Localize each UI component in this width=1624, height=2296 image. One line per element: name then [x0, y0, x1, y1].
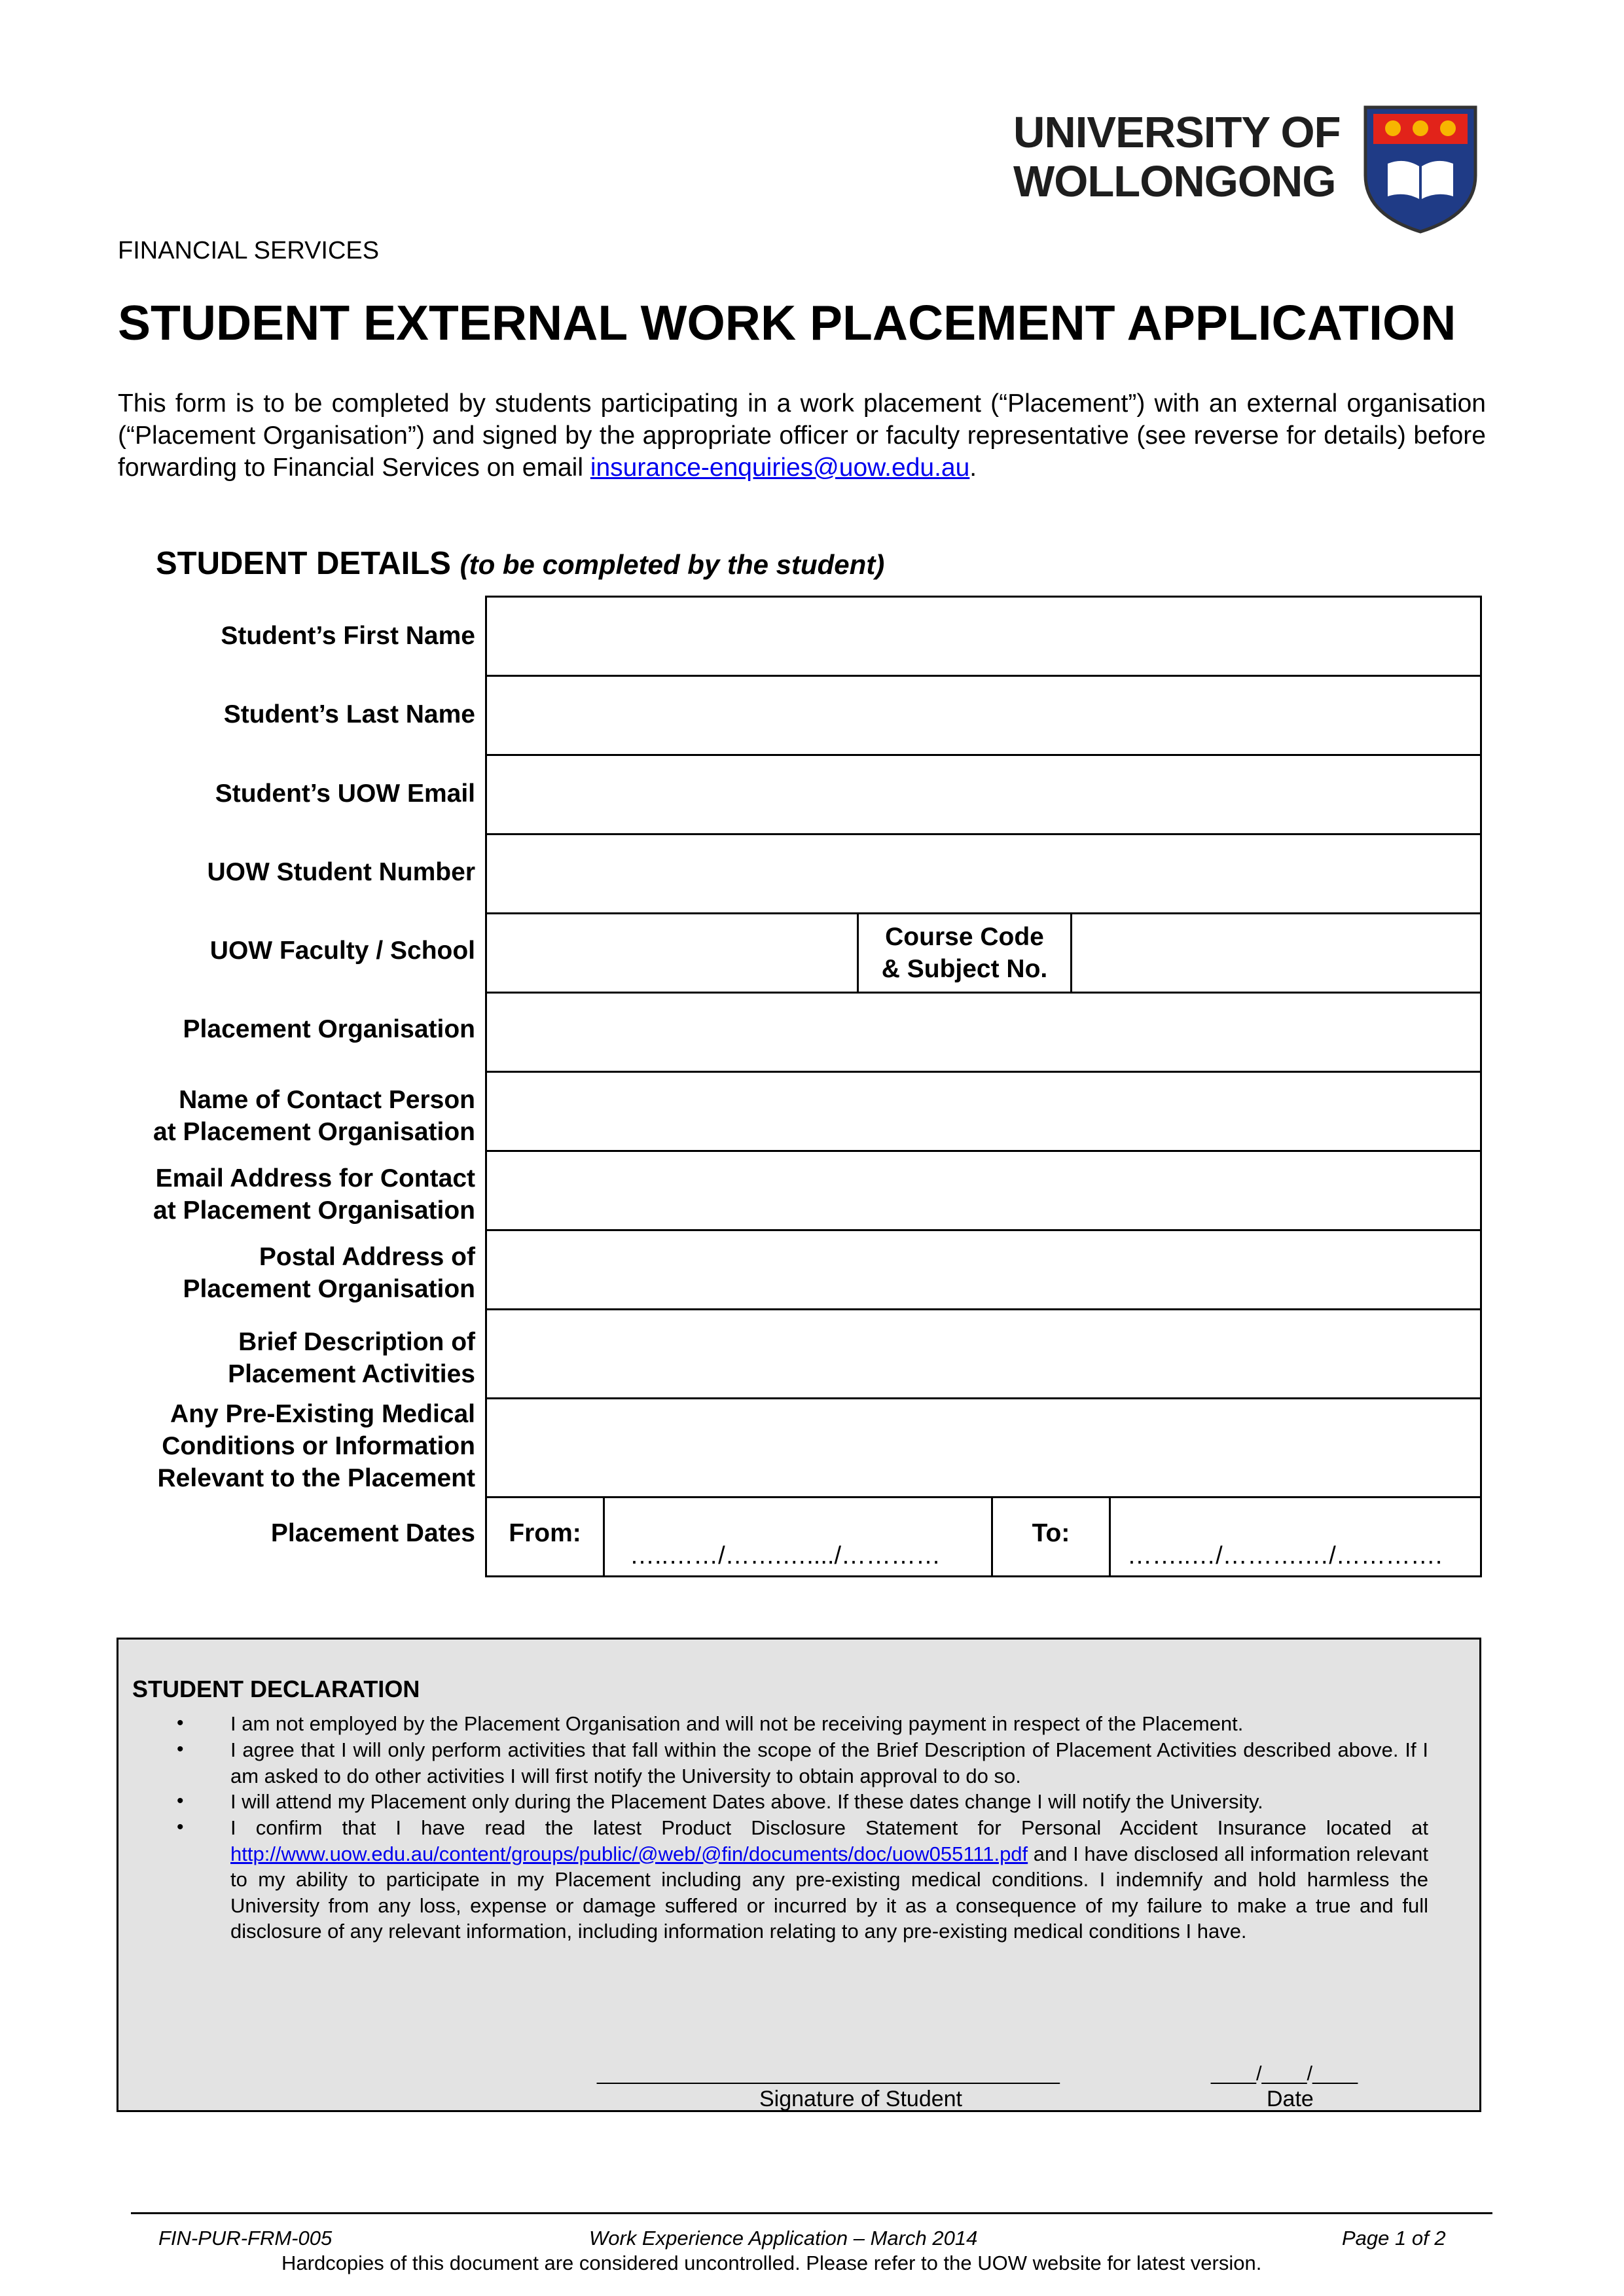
label-contact-email [153, 1162, 475, 1227]
label-contact-person [153, 1084, 475, 1148]
declaration-title: STUDENT DECLARATION [132, 1676, 420, 1702]
page-number: Page 1 of 2 [1342, 2227, 1446, 2250]
section-note: (to be completed by the student) [460, 549, 885, 580]
placement-organisation-field[interactable] [485, 992, 1482, 1073]
faculty-school-field[interactable] [485, 912, 859, 994]
declaration-item: I will attend my Placement only during the Placement Dates above. If these dates change I will notify the University. [230, 1790, 1263, 1813]
bullet-icon: • [177, 1816, 184, 1838]
label-medical-conditions [158, 1398, 475, 1494]
label-line: Placement Activities [228, 1360, 475, 1388]
label-line: Name of Contact Person [179, 1086, 475, 1114]
label-line: Postal Address of [259, 1243, 475, 1271]
label-faculty-school: UOW Faculty / School [209, 937, 475, 965]
label-from: From: [509, 1519, 581, 1547]
student-number-field[interactable] [485, 833, 1482, 914]
course-code-field[interactable] [1070, 912, 1482, 994]
bullet-icon: • [177, 1738, 184, 1760]
date-line[interactable]: ____/____/____ [1211, 2062, 1358, 2085]
label-placement-organisation: Placement Organisation [183, 1015, 475, 1043]
label-to: To: [1032, 1519, 1070, 1547]
intro-text: This form is to be completed by students participating in a work placement (“Placement”) with an external organisation (“Placement Organisation”) and signed by the appropriate officer or faculty representative (see reverse for details) before forwarding to Financial Services on email [118, 389, 1486, 482]
declaration-item-text: I confirm that I have read the latest Product Disclosure Statement for Personal Accident Insurance located at [230, 1816, 1428, 1839]
insurance-email-link[interactable]: insurance-enquiries@uow.edu.au [590, 454, 970, 482]
label-course-code [857, 921, 1072, 985]
date-caption: Date [1267, 2087, 1314, 2111]
first-name-field[interactable] [485, 596, 1482, 677]
bullet-icon: • [177, 1712, 184, 1734]
label-line: at Placement Organisation [153, 1196, 475, 1225]
label-last-name: Student’s Last Name [223, 700, 475, 728]
section-title: STUDENT DETAILS [156, 546, 451, 581]
declaration-item: I agree that I will only perform activities that fall within the scope of the Brief Description of Placement Activities described above. If I am asked to do other activities I will first notify the University to obtain approval to do so. [230, 1738, 1428, 1787]
signature-caption: Signature of Student [759, 2087, 963, 2111]
from-date-placeholder: …..……/…….…..../………… [630, 1542, 941, 1570]
contact-person-field[interactable] [485, 1071, 1482, 1152]
placement-activities-field[interactable] [485, 1308, 1482, 1399]
logo-line-1: UNIVERSITY OF [1013, 108, 1341, 157]
label-uow-email: Student’s UOW Email [215, 780, 475, 808]
student-details-heading [156, 545, 884, 582]
university-logo-text [1013, 108, 1341, 206]
last-name-field[interactable] [485, 675, 1482, 756]
footer-divider [131, 2212, 1492, 2214]
label-line: Brief Description of [238, 1328, 475, 1356]
university-crest-icon [1362, 103, 1479, 234]
label-line: Relevant to the Placement [157, 1464, 475, 1492]
logo-line-2: WOLLONGONG [1013, 157, 1336, 206]
declaration-item-text: and I have disclosed all information relevant to my ability to participate in my Placement including any pre-existing medical conditions. I indemnify and hold harmless the University from any loss, expense or damage suffered or incurred by it as a consequence of my failure to make a true and full disclosure of any relevant information, including information relating to any pre-existing medical conditions I have. [230, 1842, 1428, 1943]
label-placement-dates: Placement Dates [270, 1519, 475, 1547]
bullet-icon: • [177, 1790, 184, 1812]
intro-end: . [969, 454, 977, 482]
postal-address-field[interactable] [485, 1229, 1482, 1310]
label-placement-activities [228, 1326, 475, 1390]
to-date-placeholder: ……..…/……….…/…………. [1127, 1542, 1443, 1570]
contact-email-field[interactable] [485, 1150, 1482, 1231]
intro-paragraph [118, 387, 1486, 484]
form-code: FIN-PUR-FRM-005 [158, 2227, 333, 2250]
signature-line[interactable]: _________________________________________ [597, 2062, 1060, 2085]
footer-note: Hardcopies of this document are considered uncontrolled. Please refer to the UOW website for latest version. [281, 2251, 1262, 2274]
footer-document-title: Work Experience Application – March 2014 [589, 2227, 978, 2250]
label-line: Any Pre-Existing Medical [170, 1400, 475, 1428]
medical-conditions-field[interactable] [485, 1397, 1482, 1498]
label-line: Placement Organisation [183, 1275, 475, 1303]
uow-email-field[interactable] [485, 754, 1482, 835]
page-title: STUDENT EXTERNAL WORK PLACEMENT APPLICATION [118, 295, 1456, 350]
declaration-item [230, 1815, 1428, 1945]
label-line: & Subject No. [881, 955, 1048, 983]
label-line: at Placement Organisation [153, 1118, 475, 1146]
department-name: FINANCIAL SERVICES [118, 237, 380, 264]
pds-link[interactable]: http://www.uow.edu.au/content/groups/public/@web/@fin/documents/doc/uow055111.pdf [230, 1842, 1028, 1865]
label-student-number: UOW Student Number [207, 858, 475, 886]
label-postal-address [183, 1241, 475, 1305]
label-first-name: Student’s First Name [221, 622, 475, 650]
label-line: Conditions or Information [162, 1432, 475, 1460]
label-line: Course Code [885, 923, 1044, 951]
declaration-item: I am not employed by the Placement Organisation and will not be receiving payment in respect of the Placement. [230, 1712, 1244, 1735]
label-line: Email Address for Contact [155, 1164, 475, 1193]
